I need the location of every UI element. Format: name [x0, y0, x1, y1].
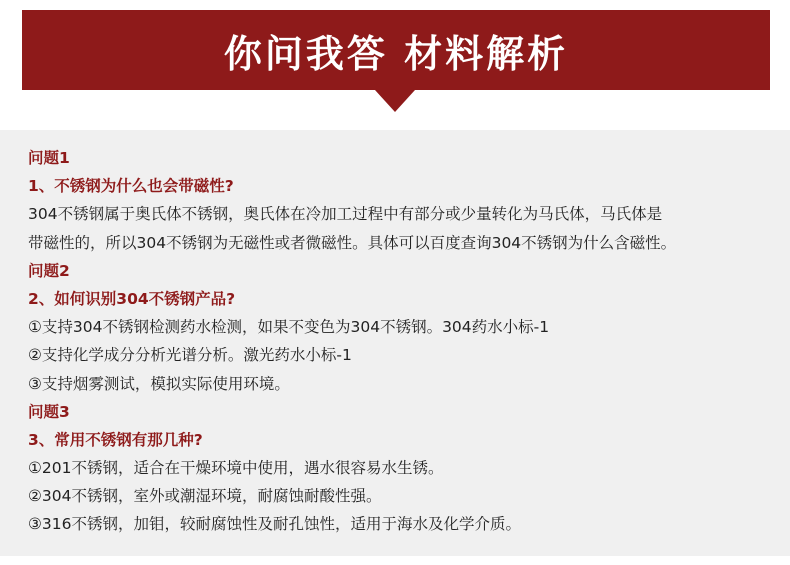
banner-pointer-arrow — [375, 90, 415, 112]
answer-3-line-1: ①201不锈钢，适合在干燥环境中使用，遇水很容易水生锈。 — [28, 459, 444, 478]
question-2-title: 2、如何识别304不锈钢产品? — [28, 289, 236, 308]
answer-3-line-3: ③316不锈钢，加钼，较耐腐蚀性及耐孔蚀性，适用于海水及化学介质。 — [28, 515, 521, 534]
answer-1-line-2: 带磁性的，所以304不锈钢为无磁性或者微磁性。具体可以百度查询304不锈钢为什么含磁性。 — [28, 233, 677, 252]
answer-1-line-1: 304不锈钢属于奥氏体不锈钢，奥氏体在冷加工过程中有部分或少量转化为马氏体，马氏体是 — [28, 205, 663, 224]
answer-3-line-2: ②304不锈钢，室外或潮湿环境，耐腐蚀耐酸性强。 — [28, 487, 382, 506]
question-2-label: 问题2 — [28, 261, 70, 280]
answer-2-line-3: ③支持烟雾测试，模拟实际使用环境。 — [28, 374, 290, 393]
question-1-title: 1、不锈钢为什么也会带磁性? — [28, 177, 234, 196]
answer-2-line-1: ①支持304不锈钢检测药水检测，如果不变色为304不锈钢。304药水小标-1 — [28, 318, 550, 337]
page-title: 你问我答 材料解析 — [223, 31, 569, 76]
question-1-label: 问题1 — [28, 149, 70, 167]
answer-2-line-2: ②支持化学成分分析光谱分析。激光药水小标-1 — [28, 346, 352, 365]
question-3-label: 问题3 — [28, 402, 70, 421]
faq-content — [0, 130, 790, 556]
header-banner — [22, 10, 770, 90]
question-3-title: 3、常用不锈钢有那几种? — [28, 430, 203, 449]
